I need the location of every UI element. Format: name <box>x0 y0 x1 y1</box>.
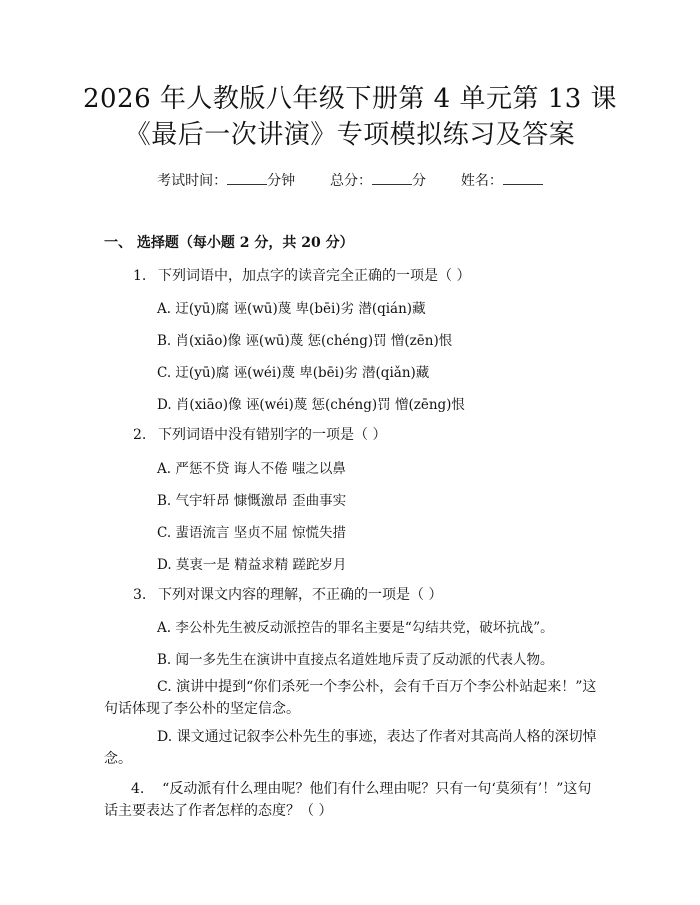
question-3-stem <box>133 584 442 604</box>
exam-info <box>0 170 700 190</box>
option-b: B. 闻一多先生在演讲中直接点名道姓地斥责了反动派的代表人物。 <box>157 652 554 668</box>
option-b: B. 肖(xiāo)像 诬(wū)蔑 惩(chéng)罚 憎(zēn)恨 <box>157 333 453 349</box>
score-unit: 分 <box>412 173 426 189</box>
time-unit: 分钟 <box>267 173 296 189</box>
time-label: 考试时间： <box>157 173 228 189</box>
option-a: A. 迂(yū)腐 诬(wū)蔑 卑(bēi)劣 潜(qián)藏 <box>157 301 426 317</box>
score-blank <box>372 172 412 185</box>
option-c: C. 演讲中提到“你们杀死一个李公朴，会有千百万个李公朴站起来！”这句话体现了李公朴的坚定信念。 <box>104 679 597 717</box>
option-d: D. 莫衷一是 精益求精 蹉跎岁月 <box>157 557 347 573</box>
score-label: 总分： <box>330 173 372 189</box>
option-c: C. 迂(yū)腐 诬(wéi)蔑 卑(bēi)劣 潜(qiǎn)藏 <box>157 365 430 381</box>
title-line-2: 《最后一次讲演》专项模拟练习及答案 <box>124 120 576 150</box>
time-blank <box>227 172 267 185</box>
question-1-stem <box>133 265 470 285</box>
question-2-stem <box>133 424 386 444</box>
name-label: 姓名： <box>460 173 503 189</box>
question-text: 下列词语中，加点字的读音完全正确的一项是（ ） <box>158 268 471 284</box>
option-a: A. 严惩不贷 诲人不倦 嗤之以鼻 <box>157 461 346 477</box>
section-heading: 一、 选择题（每小题 2 分，共 20 分） <box>104 235 354 251</box>
name-blank <box>503 172 543 185</box>
question-text: “反动派有什么理由呢？他们有什么理由呢？只有一句‘莫须有’！”这句话主要表达了作者怎样的态度？（ ） <box>104 781 592 819</box>
option-b: B. 气宇轩昂 慷慨激昂 歪曲事实 <box>157 493 347 509</box>
option-c: C. 蜚语流言 坚贞不屈 惊慌失措 <box>157 525 347 541</box>
question-number: 3. <box>133 587 147 603</box>
question-4-stem <box>104 778 602 822</box>
question-number: 2. <box>133 427 147 443</box>
option-d: D. 课文通过记叙李公朴先生的事迹，表达了作者对其高尚人格的深切悼念。 <box>104 729 597 767</box>
title-line-1: 2026 年人教版八年级下册第 4 单元第 13 课 <box>82 84 618 114</box>
question-number: 4. <box>131 781 145 797</box>
question-text: 下列对课文内容的理解，不正确的一项是（ ） <box>158 587 443 603</box>
question-text: 下列词语中没有错别字的一项是（ ） <box>158 427 387 443</box>
question-number: 1. <box>133 268 147 284</box>
option-d: D. 肖(xiāo)像 诬(wéi)蔑 惩(chéng)罚 憎(zēng)恨 <box>157 397 465 413</box>
option-a: A. 李公朴先生被反动派控告的罪名主要是“勾结共党，破坏抗战”。 <box>157 620 554 636</box>
